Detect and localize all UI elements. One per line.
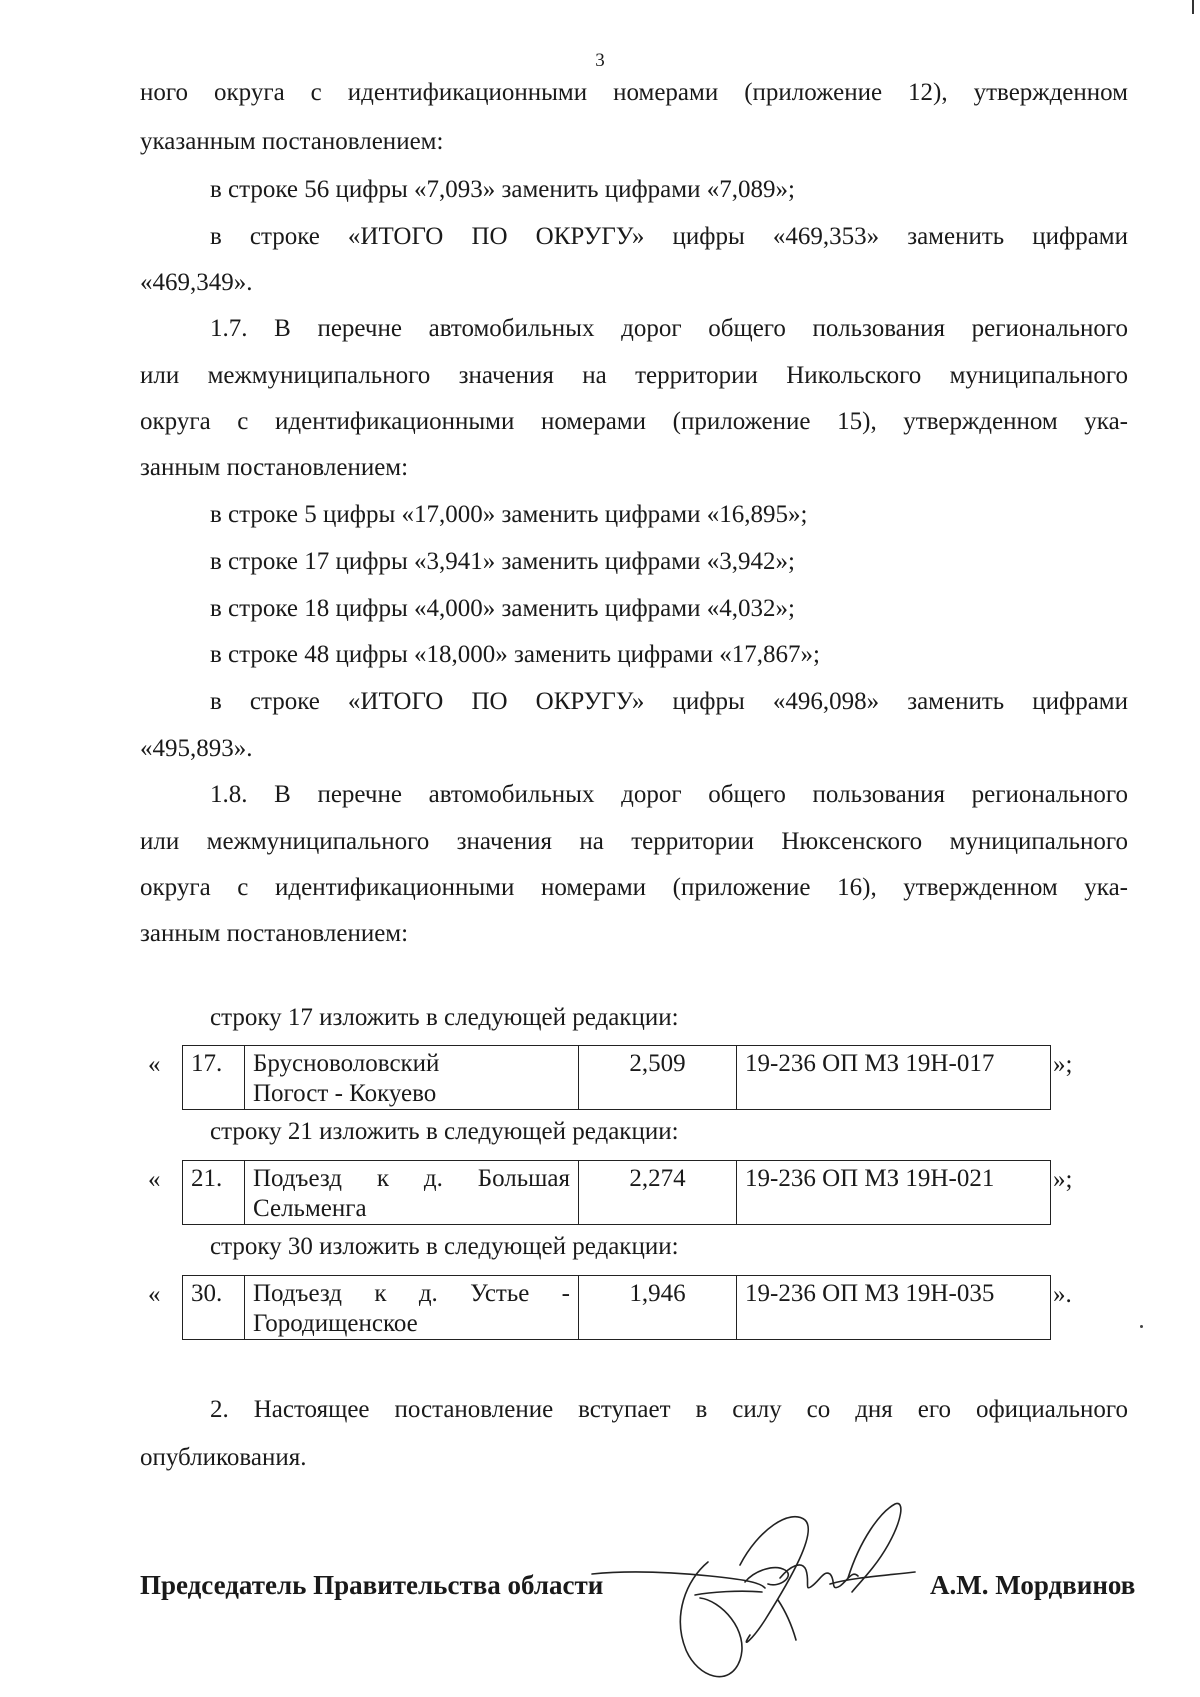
amendment-row5: в строке 5 цифры «17,000» заменить цифрами «16,895»; [210, 501, 808, 528]
row-number: 17. [183, 1046, 245, 1110]
road-name [245, 1161, 579, 1225]
road-name-line2: Городищенское [253, 1310, 418, 1337]
amendment-total-b-line1: в строке «ИТОГО ПО ОКРУГУ» цифры «496,098» заменить цифрами [210, 688, 1128, 715]
scan-dot [1140, 1325, 1143, 1328]
replacement-row-17 [148, 1045, 1098, 1111]
road-name [245, 1046, 579, 1110]
road-id: 19-236 ОП МЗ 19Н-021 [737, 1161, 1051, 1225]
section-2-line2: опубликования. [140, 1444, 307, 1471]
close-quote: ». [1053, 1281, 1072, 1308]
road-row-table [182, 1160, 1051, 1225]
road-length: 1,946 [579, 1276, 737, 1340]
section-1-7-line2: или межмуниципального значения на территории Никольского муниципального [140, 362, 1128, 389]
scan-mark [1192, 0, 1194, 14]
road-row-table [182, 1045, 1051, 1110]
section-1-8-line4: занным постановлением: [140, 920, 409, 947]
amendment-row18: в строке 18 цифры «4,000» заменить цифрами «4,032»; [210, 595, 795, 622]
road-id: 19-236 ОП МЗ 19Н-017 [737, 1046, 1051, 1110]
open-quote: « [148, 1166, 161, 1193]
road-length: 2,509 [579, 1046, 737, 1110]
section-1-8-line2: или межмуниципального значения на территории Нюксенского муниципального [140, 828, 1128, 855]
open-quote: « [148, 1051, 161, 1078]
row-number: 21. [183, 1161, 245, 1225]
road-row-table [182, 1275, 1051, 1340]
open-quote: « [148, 1281, 161, 1308]
amendment-row17: в строке 17 цифры «3,941» заменить цифрами «3,942»; [210, 548, 795, 575]
section-1-8-line1: 1.8. В перечне автомобильных дорог общего пользования регионального [210, 781, 1128, 808]
road-length: 2,274 [579, 1161, 737, 1225]
road-name-line2: Сельменга [253, 1195, 367, 1222]
section-1-7-line3: округа с идентификационными номерами (приложение 15), утвержденном ука- [140, 408, 1128, 435]
road-name [245, 1276, 579, 1340]
replacement-row-30 [148, 1275, 1098, 1341]
close-quote: »; [1053, 1166, 1073, 1193]
row-30-intro: строку 30 изложить в следующей редакции: [210, 1233, 679, 1260]
section-1-8-line3: округа с идентификационными номерами (приложение 16), утвержденном ука- [140, 874, 1128, 901]
para-continuation-line2: указанным постановлением: [140, 128, 444, 155]
signatory-name: А.М. Мордвинов [930, 1570, 1136, 1600]
section-1-7-line4: занным постановлением: [140, 454, 409, 481]
road-name-line1: Брусноволовский [253, 1050, 440, 1077]
signatory-title: Председатель Правительства области [140, 1570, 604, 1600]
table-row [183, 1161, 1051, 1225]
road-name-line1: Подъезд к д. Устье - [253, 1280, 570, 1307]
table-row [183, 1046, 1051, 1110]
amendment-total-b-line2: «495,893». [140, 735, 253, 762]
amendment-total-a-line1: в строке «ИТОГО ПО ОКРУГУ» цифры «469,353» заменить цифрами [210, 223, 1128, 250]
page-number: 3 [595, 50, 605, 71]
amendment-total-a-line2: «469,349». [140, 269, 253, 296]
replacement-row-21 [148, 1160, 1098, 1226]
road-name-line1: Подъезд к д. Большая [253, 1165, 570, 1192]
table-row [183, 1276, 1051, 1340]
close-quote: »; [1053, 1051, 1073, 1078]
road-id: 19-236 ОП МЗ 19Н-035 [737, 1276, 1051, 1340]
row-21-intro: строку 21 изложить в следующей редакции: [210, 1118, 679, 1145]
road-name-line2: Погост - Кокуево [253, 1080, 437, 1107]
row-number: 30. [183, 1276, 245, 1340]
section-2-line1: 2. Настоящее постановление вступает в силу со дня его официального [210, 1396, 1128, 1423]
amendment-row56: в строке 56 цифры «7,093» заменить цифрами «7,089»; [210, 176, 795, 203]
para-continuation-line1: ного округа с идентификационными номерами (приложение 12), утвержденном [140, 79, 1128, 106]
handwritten-signature [590, 1500, 920, 1697]
row-17-intro: строку 17 изложить в следующей редакции: [210, 1004, 679, 1031]
section-1-7-line1: 1.7. В перечне автомобильных дорог общего пользования регионального [210, 315, 1128, 342]
amendment-row48: в строке 48 цифры «18,000» заменить цифрами «17,867»; [210, 641, 820, 668]
